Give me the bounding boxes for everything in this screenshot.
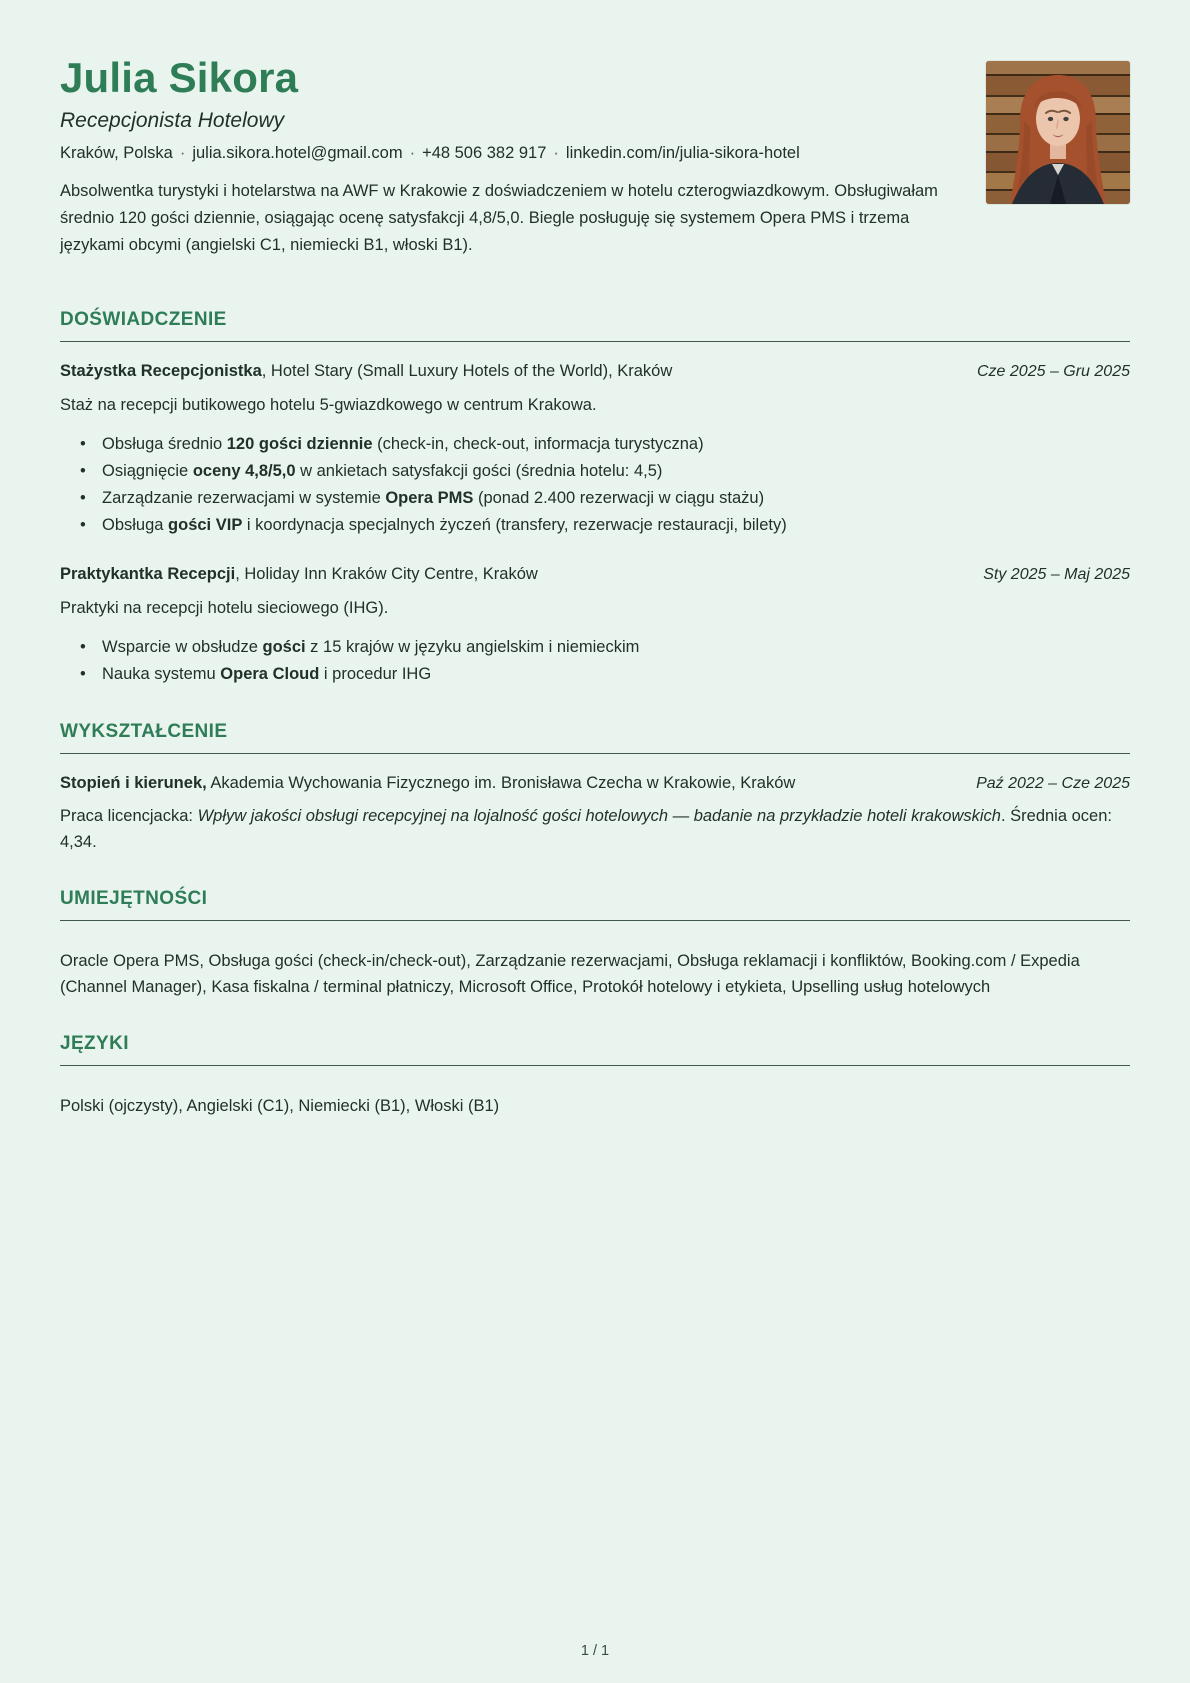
job-role: Praktykantka Recepcji (60, 564, 236, 583)
entry-title (60, 361, 953, 382)
section-heading-languages: JĘZYKI (60, 1033, 1130, 1066)
contact-linkedin[interactable]: linkedin.com/in/julia-sikora-hotel (565, 144, 800, 163)
section-skills (60, 888, 1130, 1000)
section-experience (60, 309, 1130, 688)
entry-title (60, 564, 959, 585)
experience-entry (60, 564, 1130, 688)
entry-title (60, 773, 952, 794)
job-bullet: • Wsparcie w obsłudze gości z 15 krajów w języku angielskim i niemieckim (60, 634, 1130, 661)
job-bullet: • Osiągnięcie oceny 4,8/5,0 w ankietach satysfakcji gości (średnia hotelu: 4,5) (60, 458, 1130, 485)
job-dates: Cze 2025 – Gru 2025 (977, 363, 1130, 381)
job-bullet-list (60, 431, 1130, 539)
page-number: 1 / 1 (580, 1643, 610, 1659)
thesis-title: Wpływ jakości obsługi recepcyjnej na lojalność gości hotelowych — badanie na przykładzie hoteli krakowskich (197, 807, 1001, 826)
job-description: Staż na recepcji butikowego hotelu 5-gwiazdkowego w centrum Krakowa. (60, 395, 597, 414)
job-bullet: • Nauka systemu Opera Cloud i procedur IHG (60, 661, 1130, 688)
contact-location: Kraków, Polska (60, 144, 173, 163)
job-description: Praktyki na recepcji hotelu sieciowego (IHG). (60, 598, 389, 617)
job-bullet: • Obsługa średnio 120 gości dziennie (check-in, check-out, informacja turystyczna) (60, 431, 1130, 458)
job-role: Stażystka Recepcjonistka (60, 362, 262, 381)
job-title: Recepcjonista Hotelowy (60, 109, 285, 133)
separator-dot: · (179, 144, 186, 163)
job-bullet: • Zarządzanie rezerwacjami w systemie Opera PMS (ponad 2.400 rezerwacji w ciągu stażu) (60, 485, 1130, 512)
separator-dot: · (409, 144, 416, 163)
section-heading-experience: DOŚWIADCZENIE (60, 309, 1130, 342)
header (60, 56, 1130, 259)
education-entry (60, 773, 1130, 856)
thesis-description: Praca licencjacka: Wpływ jakości obsługi recepcyjnej na lojalność gości hotelowych — badanie na przykładzie hoteli krakowskich. Średnia ocen: 4,34. (60, 807, 1112, 852)
job-bullet: • Obsługa gości VIP i koordynacja specjalnych życzeń (transfery, rezerwacje restauracji, bilety) (60, 512, 1130, 539)
job-dates: Sty 2025 – Maj 2025 (983, 565, 1130, 583)
contact-email[interactable]: julia.sikora.hotel@gmail.com (192, 144, 403, 163)
header-text-block (60, 56, 964, 259)
degree-label: Stopień i kierunek, (60, 773, 207, 792)
skills-text: Oracle Opera PMS, Obsługa gości (check-in/check-out), Zarządzanie rezerwacjami, Obsługa reklamacji i konfliktów, Booking.com / Expedia (Channel Manager), Kasa fiskalna / terminal płatniczy, Microsoft Office, Protokół hotelowy i etykieta, Upselling usług hotelowych (60, 952, 1080, 997)
entry-head (60, 564, 1130, 586)
section-languages (60, 1033, 1130, 1119)
portrait-illustration (986, 61, 1130, 204)
section-heading-skills: UMIEJĘTNOŚCI (60, 888, 1130, 921)
section-heading-education: WYKSZTAŁCENIE (60, 721, 1130, 754)
education-dates: Paź 2022 – Cze 2025 (976, 774, 1130, 792)
contact-line (60, 144, 964, 163)
section-education (60, 721, 1130, 856)
profile-photo (986, 61, 1130, 204)
job-company: , Hotel Stary (Small Luxury Hotels of the World), Kraków (261, 362, 673, 381)
person-name: Julia Sikora (60, 54, 299, 101)
job-company: , Holiday Inn Kraków City Centre, Kraków (235, 564, 538, 583)
degree-school: Akademia Wychowania Fizycznego im. Bronisława Czecha w Krakowie, Kraków (206, 773, 796, 792)
languages-text: Polski (ojczysty), Angielski (C1), Niemiecki (B1), Włoski (B1) (60, 1097, 500, 1116)
contact-phone[interactable]: +48 506 382 917 (422, 144, 547, 163)
experience-entry (60, 361, 1130, 539)
separator-dot: · (553, 144, 559, 163)
job-bullet-list (60, 634, 1130, 688)
profile-summary: Absolwentka turystyki i hotelarstwa na AWF w Krakowie z doświadczeniem w hotelu czterogwiazdkowym. Obsługiwałam średnio 120 gości dziennie, osiągając ocenę satysfakcji 4,8/5,0. Biegle posługuję się systemem Opera PMS i trzema językami obcymi (angielski C1, niemiecki B1, włoski B1). (60, 182, 938, 255)
entry-head (60, 773, 1130, 795)
entry-head (60, 361, 1130, 383)
